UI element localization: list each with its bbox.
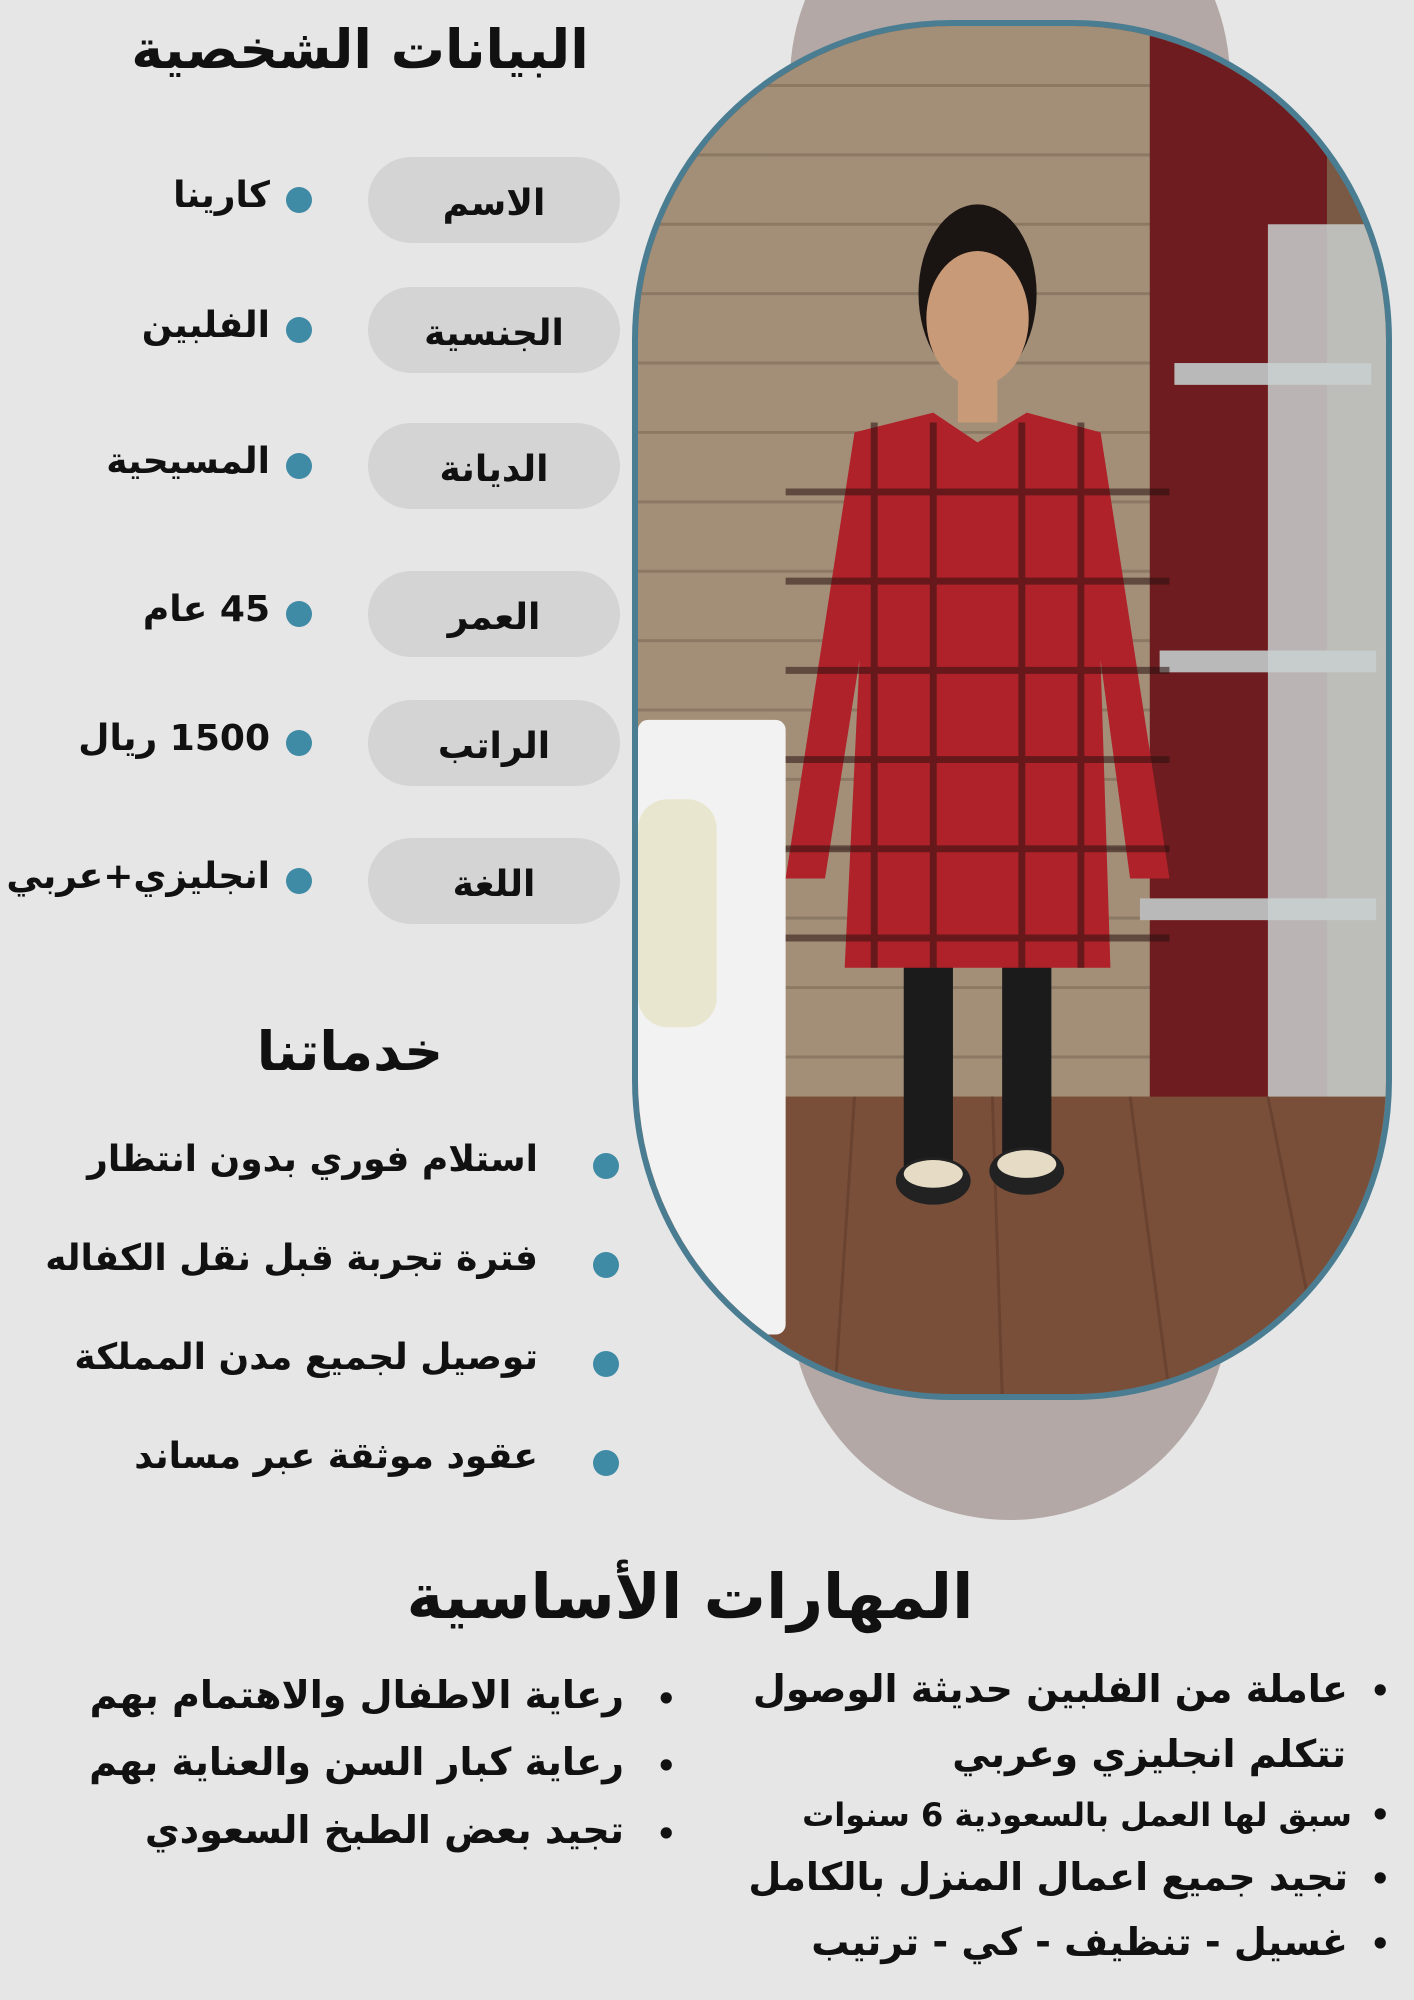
info-value: 1500 ريال: [78, 718, 270, 759]
skill-item: تتكلم انجليزي وعربي: [952, 1732, 1346, 1776]
bullet-dot: [593, 1351, 619, 1377]
info-value: 45 عام: [142, 589, 270, 630]
skill-item: تجيد جميع اعمال المنزل بالكامل: [748, 1855, 1348, 1899]
bullet-dot: •: [1370, 1925, 1391, 1963]
service-text: توصيل لجميع مدن المملكة: [74, 1337, 538, 1378]
skill-item: عاملة من الفلبين حديثة الوصول: [752, 1667, 1348, 1711]
bullet-dot: [593, 1252, 619, 1278]
personal-data-title: البيانات الشخصية: [131, 18, 589, 81]
skill-item: سبق لها العمل بالسعودية 6 سنوات: [802, 1796, 1352, 1834]
service-item: [0, 1432, 640, 1492]
bullet-dot: [286, 317, 312, 343]
info-label: الاسم: [368, 157, 620, 243]
bullet-dot: [286, 868, 312, 894]
service-text: فترة تجربة قبل نقل الكفاله: [45, 1238, 538, 1279]
info-label: الراتب: [368, 700, 620, 786]
info-row-salary: [0, 700, 640, 790]
worker-photo: [632, 20, 1392, 1400]
info-value: المسيحية: [106, 441, 270, 482]
skills-title: المهارات الأساسية: [406, 1560, 974, 1633]
bullet-dot: [286, 601, 312, 627]
bullet-dot: [593, 1153, 619, 1179]
skill-item: تجيد بعض الطبخ السعودي: [144, 1808, 624, 1852]
info-label: العمر: [368, 571, 620, 657]
service-text: استلام فوري بدون انتظار: [87, 1139, 538, 1180]
service-item: [0, 1333, 640, 1393]
info-label: الديانة: [368, 423, 620, 509]
info-row-nationality: [0, 287, 640, 377]
info-row-name: [0, 157, 640, 247]
bullet-dot: [593, 1450, 619, 1476]
bullet-dot: [286, 453, 312, 479]
info-value: الفلبين: [141, 305, 270, 346]
skill-item: غسيل - تنظيف - كي - ترتيب: [811, 1920, 1348, 1964]
bullet-dot: •: [1370, 1672, 1391, 1710]
info-row-religion: [0, 423, 640, 513]
service-item: [0, 1234, 640, 1294]
info-row-age: [0, 571, 640, 661]
info-row-language: [0, 838, 640, 928]
skill-item: رعاية الاطفال والاهتمام بهم: [89, 1673, 624, 1717]
info-value: انجليزي+عربي: [6, 856, 270, 897]
info-value: كارينا: [173, 175, 270, 216]
service-item: [0, 1135, 640, 1195]
info-label: الجنسية: [368, 287, 620, 373]
info-label: اللغة: [368, 838, 620, 924]
bullet-dot: [286, 730, 312, 756]
bullet-dot: •: [656, 1680, 677, 1718]
services-title: خدماتنا: [256, 1020, 444, 1083]
skill-item: رعاية كبار السن والعناية بهم: [89, 1740, 624, 1784]
bullet-dot: [286, 187, 312, 213]
bullet-dot: •: [656, 1815, 677, 1853]
bullet-dot: •: [1370, 1860, 1391, 1898]
service-text: عقود موثقة عبر مساند: [134, 1436, 538, 1477]
bullet-dot: •: [656, 1747, 677, 1785]
bullet-dot: •: [1370, 1796, 1391, 1834]
